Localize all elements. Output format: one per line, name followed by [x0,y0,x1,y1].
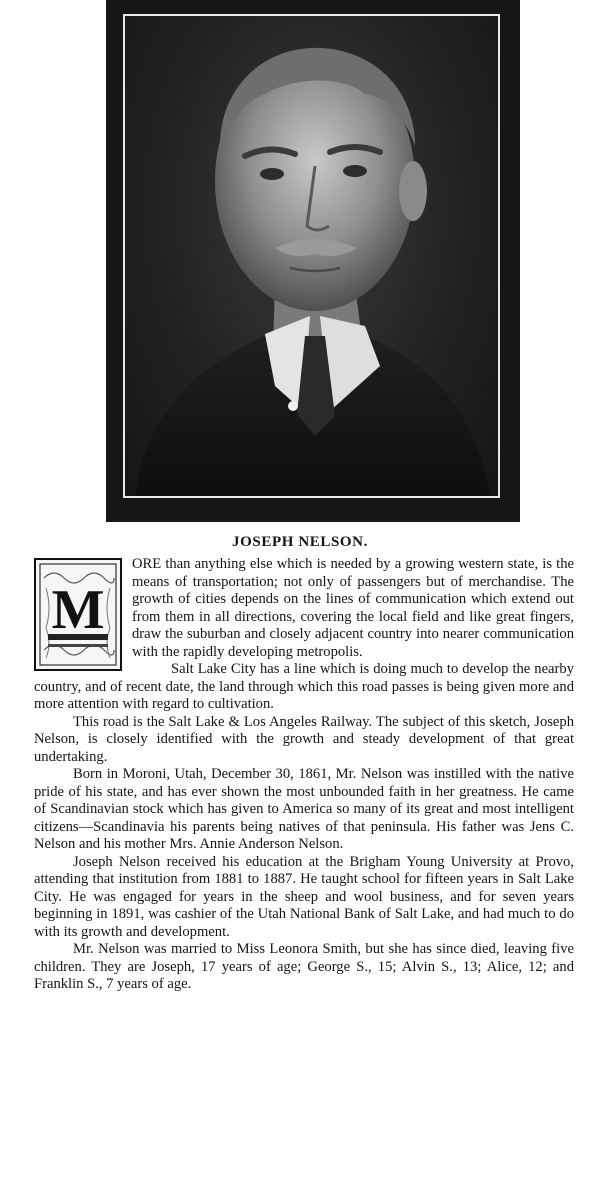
portrait-photo [123,14,500,498]
portrait-illustration [125,16,498,496]
article-paragraph [34,556,574,661]
ornamental-drop-cap [34,558,122,671]
paragraph-text: ORE than anything else which is needed by a growing western state, is the means of transportation; not only of passengers but of merchandise. The growth of cities depends on the lines of communication which extend out from them in all directions, covering the local field and like great fingers, draw the suburban and closely adjacent country into nearer communication with the rapidly developing metropolis. [132,556,574,660]
article-heading: JOSEPH NELSON. [232,534,368,550]
article-paragraph: Mr. Nelson was married to Miss Leonora Smith, but she has since died, leaving five children. They are Joseph, 17 years of age; George S., 15; Alvin S., 13; Alice, 12; and Franklin S., 7 years of age. [34,941,574,992]
article-paragraph: Born in Moroni, Utah, December 30, 1861, Mr. Nelson was instilled with the native pride of his state, and has ever shown the most unbounded faith in her greatness. He came of Scandinavian stock which has given to America so many of its great and most intelligent citizens—Scandinavia his parents being natives of that peninsula. His father was Jens C. Nelson and his mother Mrs. Annie Anderson Nelson. [34,766,574,852]
article-paragraph: Salt Lake City has a line which is doing much to develop the nearby country, and of recent date, the land through which this road passes is being given more and more attention with regard to cultivation. [34,661,574,712]
article-body [34,556,574,994]
article-paragraph: This road is the Salt Lake & Los Angeles Railway. The subject of this sketch, Joseph Nelson, is closely identified with the growth and steady development of that great undertaking. [34,713,574,765]
portrait-photo-frame [106,0,520,522]
drop-cap-letter: M [51,579,105,641]
article-paragraph: Joseph Nelson received his education at the Brigham Young University at Provo, attending that institution from 1881 to 1887. He taught school for fifteen years in Salt Lake City. He was engaged for years in the sheep and wool business, and for seven years beginning in 1891, was cashier of the Utah National Bank of Salt Lake, and had much to do with its growth and development. [34,853,574,940]
